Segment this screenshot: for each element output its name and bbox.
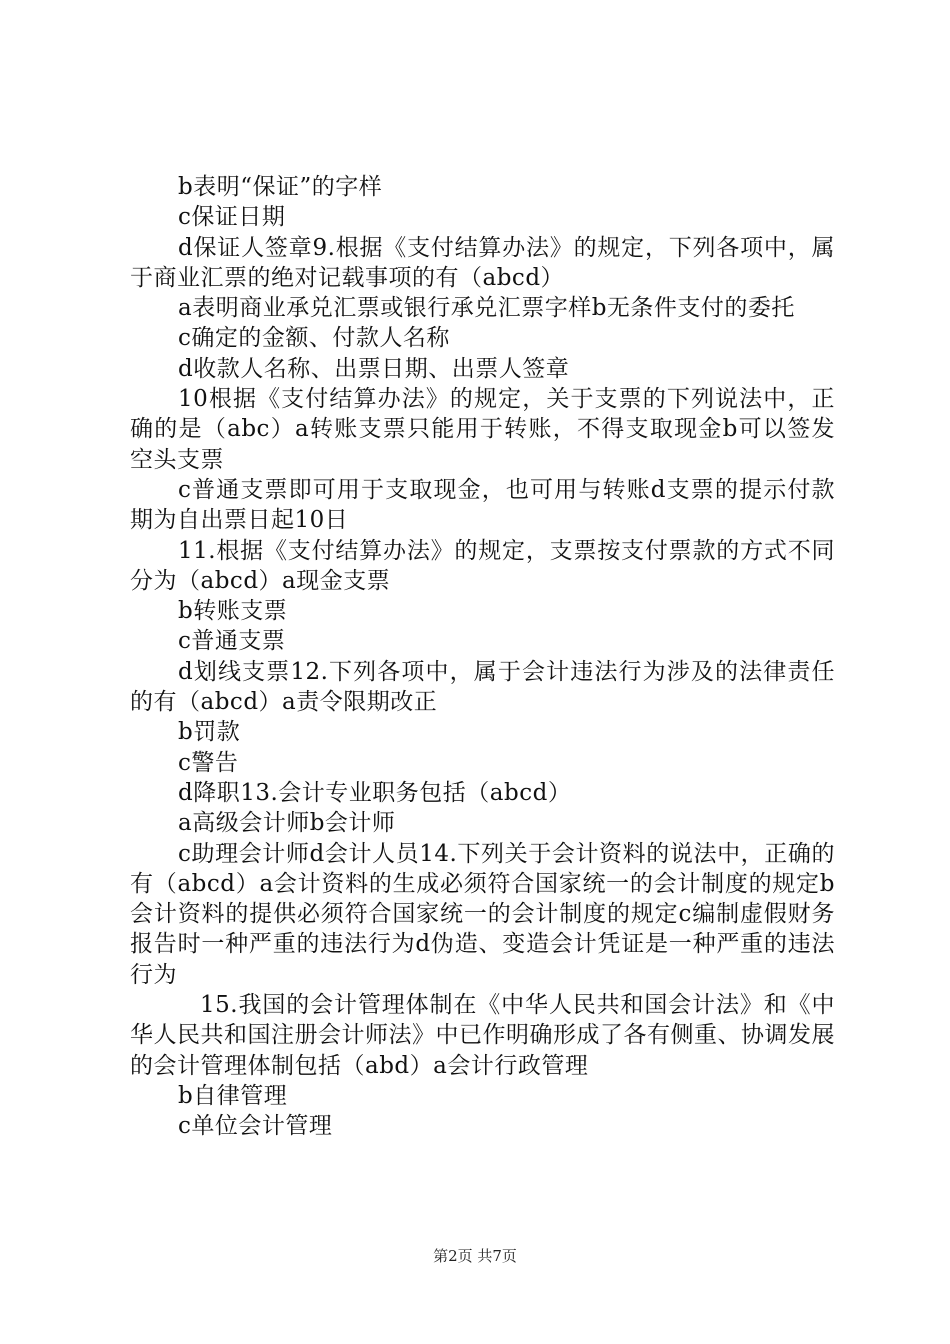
- paragraph: b转账支票: [178, 598, 288, 625]
- paragraph: d降职13.会计专业职务包括（abcd）: [178, 779, 572, 806]
- document-body: [130, 172, 835, 1142]
- paragraph: b表明“保证”的字样: [178, 174, 383, 200]
- paragraph: c保证日期: [178, 204, 286, 231]
- paragraph: b自律管理: [178, 1082, 288, 1109]
- paragraph: d保证人签章9.根据《支付结算办法》的规定，下列各项中，属于商业汇票的绝对记载事项的有（abcd）: [130, 234, 835, 291]
- paragraph: c单位会计管理: [178, 1113, 333, 1140]
- paragraph: d划线支票12.下列各项中，属于会计违法行为涉及的法律责任的有（abcd）a责令限期改正: [130, 658, 835, 716]
- paragraph: a表明商业承兑汇票或银行承兑汇票字样b无条件支付的委托: [178, 295, 795, 322]
- page-number: 第2页 共7页: [433, 1247, 517, 1265]
- paragraph: c确定的金额、付款人名称: [178, 325, 450, 352]
- paragraph: 11.根据《支付结算办法》的规定，支票按支付票款的方式不同分为（abcd）a现金支票: [130, 537, 835, 594]
- page-footer: [0, 1245, 950, 1266]
- paragraph: a高级会计师b会计师: [178, 810, 396, 837]
- paragraph: c助理会计师d会计人员14.下列关于会计资料的说法中，正确的有（abcd）a会计资料的生成必须符合国家统一的会计制度的规定b会计资料的提供必须符合国家统一的会计制度的规定c编制虚假财务报告时一种严重的违法行为d伪造、变造会计凭证是一种严重的违法行为: [130, 840, 835, 988]
- paragraph: b罚款: [178, 719, 241, 746]
- paragraph: d收款人名称、出票日期、出票人签章: [178, 355, 570, 382]
- paragraph: c警告: [178, 749, 239, 776]
- paragraph: c普通支票即可用于支取现金，也可用与转账d支票的提示付款期为自出票日起10日: [130, 476, 835, 534]
- paragraph: 15.我国的会计管理体制在《中华人民共和国会计法》和《中华人民共和国注册会计师法》中已作明确形成了各有侧重、协调发展的会计管理体制包括（abd）a会计行政管理: [130, 992, 835, 1079]
- paragraph: 10根据《支付结算办法》的规定，关于支票的下列说法中，正确的是（abc）a转账支票只能用于转账，不得支取现金b可以签发空头支票: [130, 386, 835, 473]
- paragraph: c普通支票: [178, 628, 286, 655]
